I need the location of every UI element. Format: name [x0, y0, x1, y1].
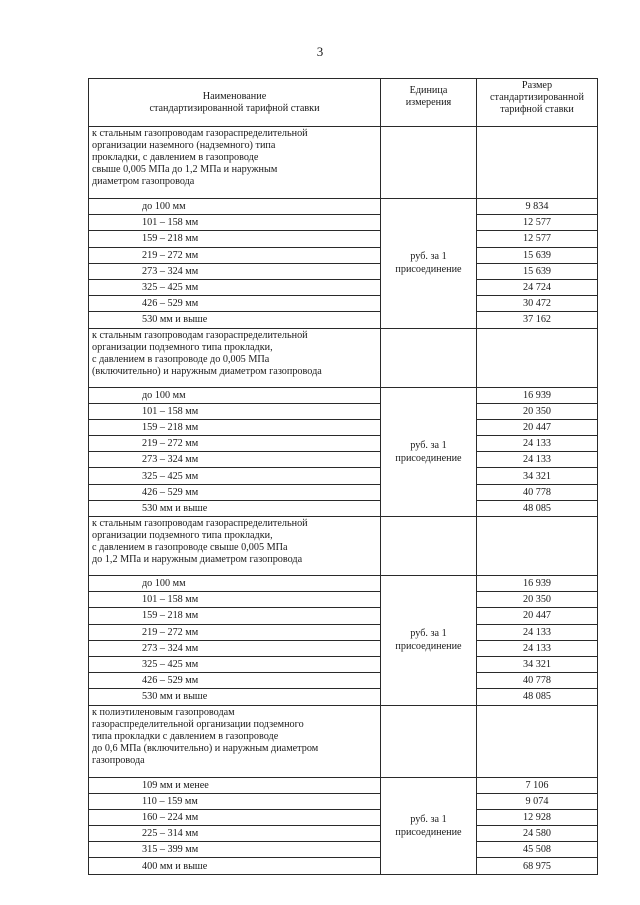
empty-cell — [477, 127, 598, 199]
tariff-value: 15 639 — [477, 247, 598, 263]
tariff-value: 12 928 — [477, 809, 598, 825]
section-title-line: с давлением в газопроводе до 0,005 МПа — [92, 353, 270, 365]
table-row — [89, 247, 598, 263]
table-row — [89, 199, 598, 215]
header-name-line: Наименование — [202, 90, 267, 102]
section-title — [89, 127, 381, 199]
section-title — [89, 705, 381, 777]
diameter-range: 426 – 529 мм — [89, 673, 381, 689]
tariff-value: 24 133 — [477, 452, 598, 468]
table-row — [89, 809, 598, 825]
table-row — [89, 419, 598, 435]
unit-cell — [381, 777, 477, 874]
diameter-range: 101 – 158 мм — [89, 403, 381, 419]
tariff-body — [89, 127, 598, 875]
tariff-value: 24 133 — [477, 640, 598, 656]
diameter-range: 530 мм и выше — [89, 312, 381, 328]
section-title-row — [89, 705, 598, 777]
unit-cell — [381, 576, 477, 706]
unit-line: присоединение — [395, 264, 462, 276]
section-title-line: свыше 0,005 МПа до 1,2 МПа и наружным — [92, 164, 278, 175]
table-row — [89, 484, 598, 500]
header-size-line: стандартизированной — [490, 92, 584, 103]
diameter-range: до 100 мм — [89, 387, 381, 403]
section-title-line: до 1,2 МПа и наружным диаметром газопровода — [92, 554, 303, 565]
diameter-range: 101 – 158 мм — [89, 215, 381, 231]
section-title-line: газопровода — [92, 754, 145, 766]
section-title-line: с давлением в газопроводе свыше 0,005 МПа — [92, 542, 288, 553]
unit-line: руб. за 1 — [410, 439, 447, 451]
unit-cell — [381, 199, 477, 329]
section-title-line: типа прокладки с давлением в газопроводе — [92, 730, 279, 742]
table-row — [89, 403, 598, 419]
diameter-range: 273 – 324 мм — [89, 640, 381, 656]
diameter-range: 400 мм и выше — [89, 858, 381, 874]
section-title-line: организации подземного типа прокладки, — [92, 341, 273, 353]
diameter-range: 159 – 218 мм — [89, 231, 381, 247]
tariff-value: 20 350 — [477, 403, 598, 419]
unit-line: руб. за 1 — [410, 813, 447, 825]
table-row — [89, 452, 598, 468]
empty-cell — [477, 705, 598, 777]
section-title-line: (включительно) и наружным диаметром газопровода — [92, 365, 322, 377]
tariff-value: 12 577 — [477, 231, 598, 247]
tariff-value: 9 074 — [477, 793, 598, 809]
section-title-line: прокладки, с давлением в газопроводе — [92, 152, 259, 163]
diameter-range: 273 – 324 мм — [89, 263, 381, 279]
diameter-range: 325 – 425 мм — [89, 656, 381, 672]
section-title-line: организации наземного (надземного) типа — [92, 140, 276, 151]
empty-cell — [381, 517, 477, 576]
section-title-row — [89, 328, 598, 387]
tariff-value: 16 939 — [477, 576, 598, 592]
diameter-range: 325 – 425 мм — [89, 279, 381, 295]
tariff-value: 9 834 — [477, 199, 598, 215]
header-unit-line: Единица — [409, 85, 448, 96]
header-unit — [381, 79, 477, 127]
diameter-range: 110 – 159 мм — [89, 793, 381, 809]
section-title-line: до 0,6 МПа (включительно) и наружным диаметром — [92, 742, 319, 754]
table-row — [89, 279, 598, 295]
diameter-range: 225 – 314 мм — [89, 826, 381, 842]
diameter-range: 426 – 529 мм — [89, 484, 381, 500]
tariff-value: 24 580 — [477, 826, 598, 842]
diameter-range: до 100 мм — [89, 576, 381, 592]
table-row — [89, 215, 598, 231]
header-name — [89, 79, 381, 127]
tariff-value: 24 133 — [477, 624, 598, 640]
section-title-line: диаметром газопровода — [92, 176, 195, 187]
tariff-value: 20 350 — [477, 592, 598, 608]
table-row — [89, 468, 598, 484]
empty-cell — [381, 127, 477, 199]
tariff-value: 48 085 — [477, 689, 598, 705]
tariff-value: 68 975 — [477, 858, 598, 874]
header-name-line: стандартизированной тарифной ставки — [149, 102, 320, 114]
diameter-range: 219 – 272 мм — [89, 247, 381, 263]
table-row — [89, 777, 598, 793]
unit-line: присоединение — [395, 452, 462, 464]
header-unit-line: измерения — [405, 97, 452, 108]
table-row — [89, 592, 598, 608]
tariff-value: 20 447 — [477, 419, 598, 435]
tariff-value: 34 321 — [477, 468, 598, 484]
tariff-value: 20 447 — [477, 608, 598, 624]
page-number: 3 — [316, 44, 324, 59]
section-title-line: газораспределительной организации подземного — [92, 718, 304, 730]
table-row — [89, 858, 598, 874]
diameter-range: 530 мм и выше — [89, 500, 381, 516]
tariff-value: 24 133 — [477, 436, 598, 452]
unit-line: руб. за 1 — [410, 251, 447, 263]
section-title-line: организации подземного типа прокладки, — [92, 530, 273, 541]
table-row — [89, 608, 598, 624]
table-row — [89, 500, 598, 516]
tariff-value: 34 321 — [477, 656, 598, 672]
section-title-row — [89, 127, 598, 199]
tariff-value: 40 778 — [477, 484, 598, 500]
diameter-range: 101 – 158 мм — [89, 592, 381, 608]
tariff-value: 16 939 — [477, 387, 598, 403]
diameter-range: 325 – 425 мм — [89, 468, 381, 484]
section-title-row — [89, 517, 598, 576]
diameter-range: 159 – 218 мм — [89, 419, 381, 435]
table-row — [89, 624, 598, 640]
section-title-line: к стальным газопроводам газораспределительной — [92, 518, 308, 529]
section-title-line: к стальным газопроводам газораспределительной — [92, 128, 308, 139]
table-header-row — [89, 79, 598, 127]
empty-cell — [477, 517, 598, 576]
diameter-range: до 100 мм — [89, 199, 381, 215]
unit-line: присоединение — [395, 641, 462, 653]
tariff-value: 30 472 — [477, 296, 598, 312]
diameter-range: 426 – 529 мм — [89, 296, 381, 312]
tariff-value: 48 085 — [477, 500, 598, 516]
unit-line: руб. за 1 — [410, 628, 447, 640]
table-row — [89, 689, 598, 705]
tariff-value: 15 639 — [477, 263, 598, 279]
table-row — [89, 640, 598, 656]
table-row — [89, 826, 598, 842]
table-row — [89, 793, 598, 809]
diameter-range: 273 – 324 мм — [89, 452, 381, 468]
table-row — [89, 842, 598, 858]
table-row — [89, 312, 598, 328]
diameter-range: 530 мм и выше — [89, 689, 381, 705]
diameter-range: 160 – 224 мм — [89, 809, 381, 825]
section-title — [89, 328, 381, 387]
table-row — [89, 263, 598, 279]
table-row — [89, 673, 598, 689]
diameter-range: 219 – 272 мм — [89, 624, 381, 640]
diameter-range: 219 – 272 мм — [89, 436, 381, 452]
section-title — [89, 517, 381, 576]
empty-cell — [381, 328, 477, 387]
diameter-range: 315 – 399 мм — [89, 842, 381, 858]
unit-line: присоединение — [395, 826, 462, 838]
header-size-line: Размер — [521, 80, 553, 91]
diameter-range: 109 мм и менее — [89, 777, 381, 793]
tariff-table — [88, 78, 598, 875]
tariff-value: 24 724 — [477, 279, 598, 295]
unit-cell — [381, 387, 477, 517]
tariff-value: 40 778 — [477, 673, 598, 689]
header-size — [477, 79, 598, 127]
tariff-value: 12 577 — [477, 215, 598, 231]
table-row — [89, 656, 598, 672]
section-title-line: к стальным газопроводам газораспределительной — [92, 329, 308, 341]
table-row — [89, 436, 598, 452]
empty-cell — [477, 328, 598, 387]
empty-cell — [381, 705, 477, 777]
table-row — [89, 231, 598, 247]
tariff-value: 37 162 — [477, 312, 598, 328]
section-title-line: к полиэтиленовым газопроводам — [92, 706, 235, 718]
tariff-value: 7 106 — [477, 777, 598, 793]
table-row — [89, 387, 598, 403]
table-row — [89, 296, 598, 312]
table-row — [89, 576, 598, 592]
diameter-range: 159 – 218 мм — [89, 608, 381, 624]
header-size-line: тарифной ставки — [500, 104, 574, 115]
tariff-value: 45 508 — [477, 842, 598, 858]
